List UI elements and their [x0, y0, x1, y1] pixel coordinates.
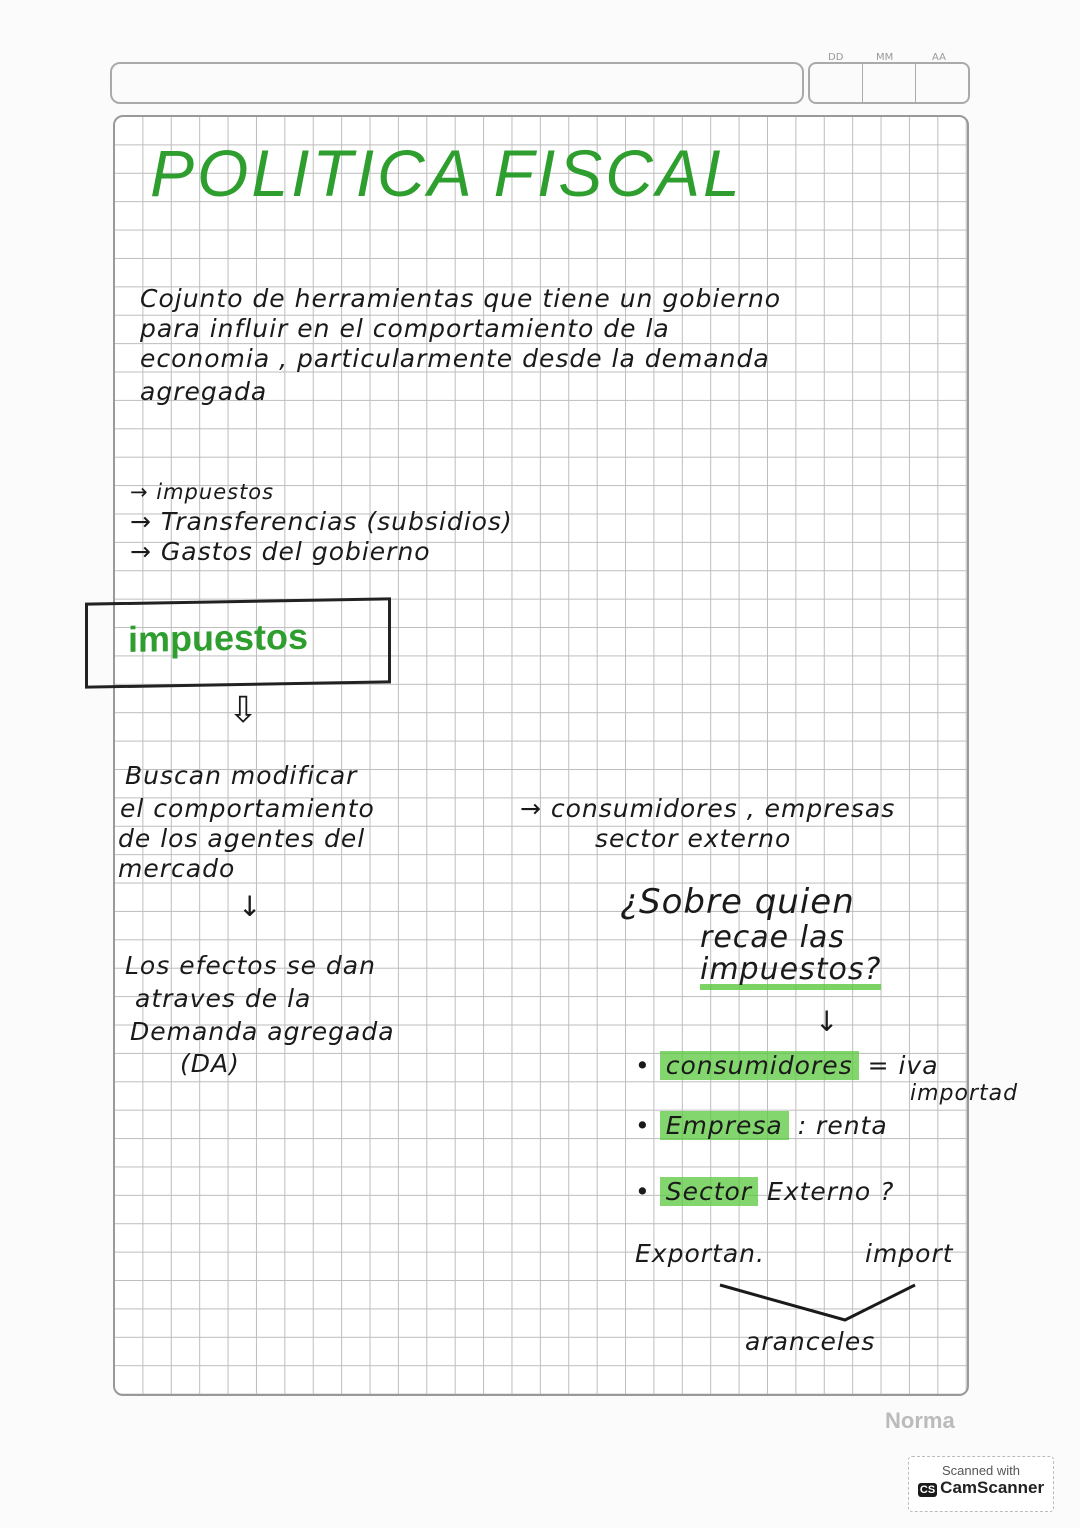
- bullet-label: Sector: [660, 1177, 758, 1206]
- definition-line: Cojunto de herramientas que tiene un gobierno: [140, 284, 782, 313]
- agents-line: sector externo: [595, 824, 792, 853]
- scanner-line1: Scanned with: [941, 1463, 1021, 1478]
- purpose-line: Buscan modificar: [125, 761, 358, 790]
- definition-line: agregada: [140, 377, 268, 406]
- question-line: ¿Sobre quien: [620, 882, 855, 922]
- tool-item: → impuestos: [130, 480, 275, 504]
- date-label-mm: MM: [876, 52, 894, 63]
- bullet-item: • Sector Externo ?: [635, 1177, 895, 1206]
- effects-line: (DA): [180, 1049, 240, 1078]
- impuestos-box: [85, 597, 391, 688]
- bullet-detail: : renta: [797, 1111, 888, 1140]
- page-title: POLITICA FISCAL: [150, 136, 743, 210]
- tool-item: → Gastos del gobierno: [130, 537, 431, 566]
- agents-line: → consumidores , empresas: [520, 794, 896, 823]
- down-arrow-icon: ⇩: [228, 690, 259, 731]
- down-arrow-icon: ↓: [238, 890, 262, 923]
- purpose-line: mercado: [118, 854, 236, 883]
- bullet-detail: = iva: [867, 1051, 939, 1080]
- question-line: impuestos?: [700, 956, 881, 990]
- branch-result: aranceles: [745, 1327, 876, 1356]
- down-arrow-icon: ↓: [815, 1005, 839, 1038]
- bullet-extra: importad: [910, 1081, 1019, 1106]
- camscanner-logo-icon: CS: [919, 1484, 936, 1496]
- date-box: [808, 62, 970, 104]
- bullet-item: • consumidores = iva: [635, 1051, 939, 1080]
- branch-exportan: Exportan.: [635, 1239, 765, 1268]
- bullet-item: • Empresa : renta: [635, 1111, 888, 1140]
- definition-line: economia , particularmente desde la demanda: [140, 344, 770, 373]
- definition-line: para influir en el comportamiento de la: [140, 314, 670, 343]
- box-label: impuestos: [128, 615, 309, 660]
- branch-import: import: [865, 1239, 954, 1268]
- effects-line: Los efectos se dan: [125, 951, 376, 980]
- effects-line: Demanda agregada: [130, 1017, 395, 1046]
- notebook-title-bar: [110, 62, 804, 104]
- purpose-line: de los agentes del: [118, 824, 366, 853]
- scanner-line2: CamScanner: [940, 1478, 1045, 1497]
- tool-item: → Transferencias (subsidios): [130, 507, 513, 536]
- date-label-aa: AA: [932, 52, 946, 63]
- effects-line: atraves de la: [135, 984, 312, 1013]
- bullet-label: Empresa: [660, 1111, 789, 1140]
- date-label-dd: DD: [828, 52, 844, 63]
- brace-lines: [700, 1265, 960, 1335]
- question-line: recae las: [700, 920, 846, 955]
- purpose-line: el comportamiento: [120, 794, 375, 823]
- bullet-label: consumidores: [660, 1051, 859, 1080]
- norma-logo: Norma: [885, 1408, 955, 1433]
- camscanner-watermark: [908, 1456, 1054, 1512]
- bullet-detail: Externo ?: [767, 1177, 895, 1206]
